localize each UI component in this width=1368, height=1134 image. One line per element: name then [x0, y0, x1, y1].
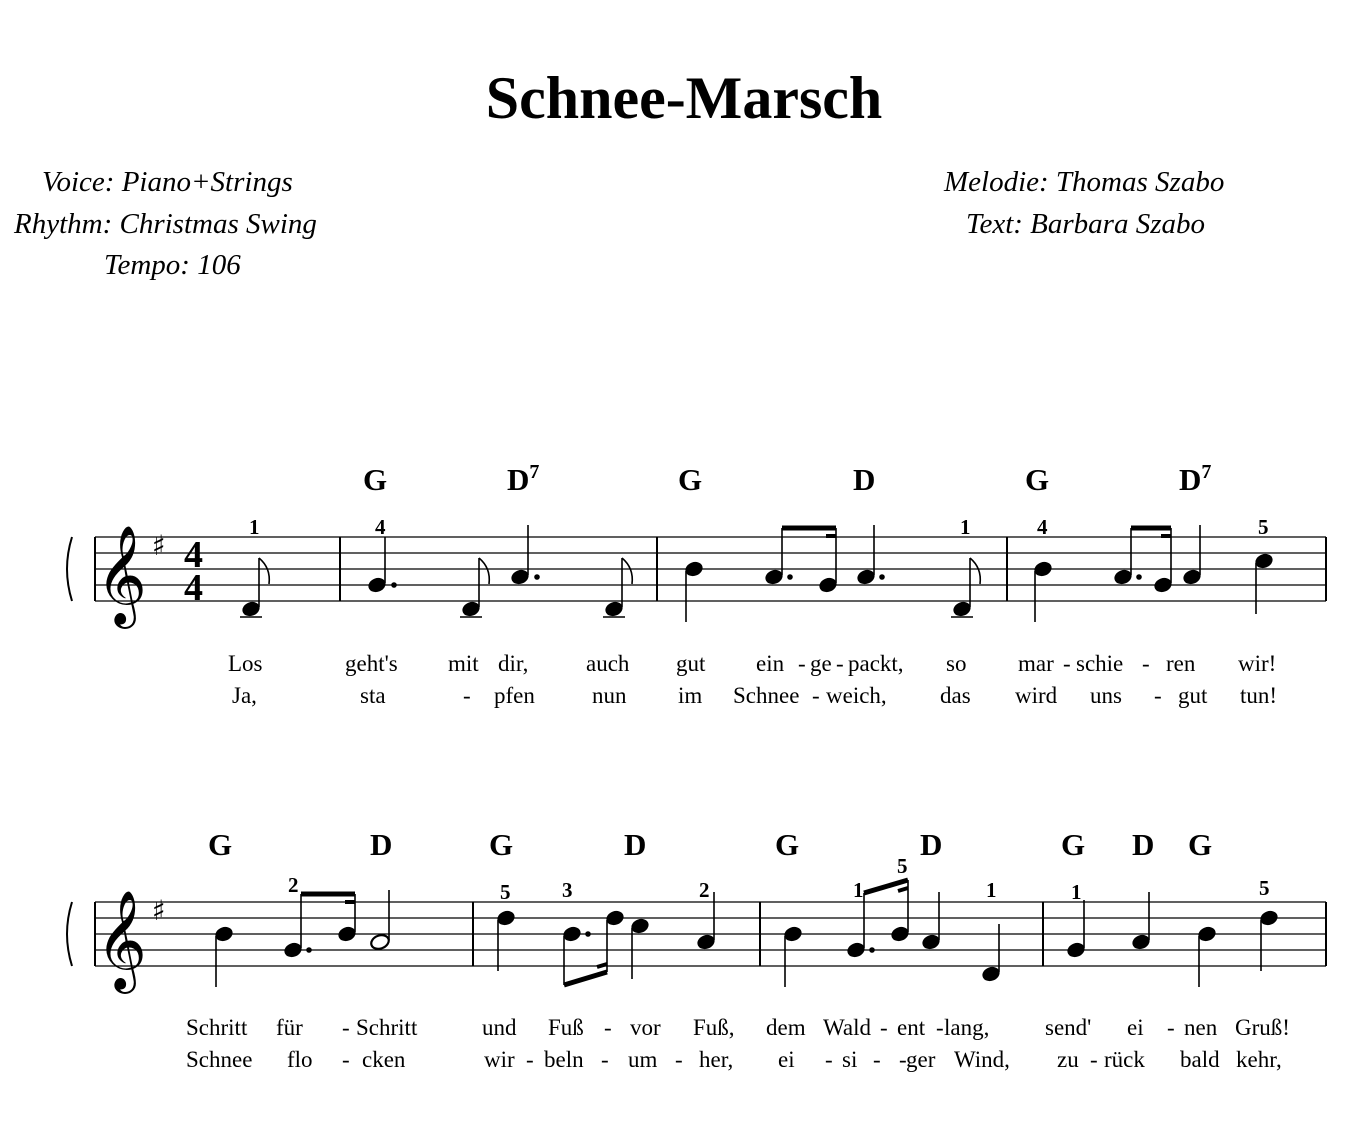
fingering-number: 2: [288, 873, 299, 897]
rhythm-info: Rhythm: Christmas Swing: [14, 208, 317, 240]
lyric-syllable: tun!: [1240, 683, 1278, 708]
lyric-syllable: nen: [1184, 1015, 1218, 1040]
lyric-hyphen: -: [1090, 1047, 1098, 1072]
fingering-number: 1: [1071, 880, 1082, 904]
fingering-number: 1: [853, 878, 864, 902]
lyric-syllable: schie: [1076, 651, 1124, 676]
lyric-syllable: beln: [544, 1047, 584, 1072]
lyric-syllable: Gruß!: [1235, 1015, 1290, 1040]
lyric-syllable: bald: [1180, 1047, 1220, 1072]
tempo-info: Tempo: 106: [104, 249, 241, 281]
lyric-hyphen: -: [936, 1015, 944, 1040]
lyric-hyphen: -: [1167, 1015, 1175, 1040]
lyric-hyphen: -: [880, 1015, 888, 1040]
lyric-syllable: nun: [592, 683, 627, 708]
notes-system-1: [240, 525, 1274, 622]
system-brace-2: [67, 902, 72, 966]
fingering-number: 2: [699, 878, 710, 902]
lyric-syllable: wir!: [1238, 651, 1277, 676]
lyric-syllable: Ja,: [232, 683, 257, 708]
lyric-syllable: das: [940, 683, 971, 708]
lyric-syllable: zu: [1057, 1047, 1079, 1072]
treble-clef-icon: 𝄞: [96, 525, 147, 625]
lyric-syllable: Los: [228, 651, 263, 676]
lyric-hyphen: -: [342, 1015, 350, 1040]
chord-symbol: G: [678, 462, 703, 497]
lyric-syllable: ge: [810, 651, 832, 676]
time-signature-bottom: 4: [184, 567, 203, 609]
fingering-number: 4: [1037, 515, 1048, 539]
fingering-number: 1: [960, 515, 971, 539]
lyric-syllable: auch: [586, 651, 630, 676]
chord-symbol: D: [624, 827, 647, 862]
lyric-syllable: dem: [766, 1015, 806, 1040]
fingering-number: 1: [986, 878, 997, 902]
lyric-syllable: für: [276, 1015, 303, 1040]
lyric-syllable: Fuß: [548, 1015, 584, 1040]
lyric-syllable: uns: [1090, 683, 1122, 708]
lyric-syllable: so: [946, 651, 967, 676]
lyric-syllable: ent: [897, 1015, 926, 1040]
chord-symbol: G: [208, 827, 233, 862]
lyric-syllable: Schritt: [186, 1015, 248, 1040]
lyric-hyphen: -: [825, 1047, 833, 1072]
lyric-syllable: Fuß,: [693, 1015, 735, 1040]
chord-symbol: D: [920, 827, 943, 862]
lyric-syllable: send': [1045, 1015, 1092, 1040]
lyric-syllable: Schritt: [356, 1015, 418, 1040]
lyric-syllable: cken: [362, 1047, 406, 1072]
lyric-syllable: rück: [1104, 1047, 1145, 1072]
lyric-syllable: pfen: [494, 683, 535, 708]
lyric-syllable: weich,: [826, 683, 887, 708]
treble-clef-icon: 𝄞: [96, 890, 147, 990]
chord-symbol: G: [489, 827, 514, 862]
chord-symbol: D: [853, 462, 876, 497]
lyric-hyphen: -: [836, 651, 844, 676]
lyric-syllable: ren: [1166, 651, 1196, 676]
system-brace-1: [67, 537, 72, 601]
lyric-hyphen: -: [675, 1047, 683, 1072]
lyric-syllable: gut: [1178, 683, 1208, 708]
lyric-syllable: um: [628, 1047, 658, 1072]
lyric-hyphen: -: [1142, 651, 1150, 676]
lyric-syllable: si: [842, 1047, 858, 1072]
lyric-hyphen: -: [342, 1047, 350, 1072]
lyric-syllable: dir,: [498, 651, 529, 676]
lyric-syllable: ger: [906, 1047, 936, 1072]
lyric-syllable: Wald: [823, 1015, 871, 1040]
sharp-icon: ♯: [152, 529, 166, 562]
lyric-syllable: kehr,: [1236, 1047, 1282, 1072]
voice-info: Voice: Piano+Strings: [42, 166, 293, 198]
lyric-syllable: ei: [778, 1047, 795, 1072]
time-signature-top: 4: [184, 534, 203, 576]
chord-symbol: $D^7$: [1179, 461, 1212, 497]
lyric-hyphen: -: [899, 1047, 907, 1072]
lyric-hyphen: -: [1063, 651, 1071, 676]
lyric-syllable: flo: [287, 1047, 313, 1072]
lyric-hyphen: -: [873, 1047, 881, 1072]
fingering-number: 5: [1259, 876, 1270, 900]
lyric-syllable: ein: [756, 651, 785, 676]
chord-symbol: G: [1188, 827, 1213, 862]
chord-symbol: D: [1132, 827, 1155, 862]
lyric-syllable: und: [482, 1015, 517, 1040]
lyric-hyphen: -: [604, 1015, 612, 1040]
chord-symbol: G: [1025, 462, 1050, 497]
chord-symbol: D: [370, 827, 393, 862]
chord-symbol: G: [1061, 827, 1086, 862]
fingering-number: 1: [249, 515, 260, 539]
lyric-hyphen: -: [812, 683, 820, 708]
fingering-number: 3: [562, 878, 573, 902]
lyric-syllable: sta: [360, 683, 386, 708]
lyric-syllable: her,: [699, 1047, 734, 1072]
lyric-syllable: im: [678, 683, 703, 708]
lyric-syllable: ei: [1127, 1015, 1144, 1040]
lyric-hyphen: -: [798, 651, 806, 676]
lyric-syllable: gut: [676, 651, 706, 676]
lyric-syllable: geht's: [345, 651, 398, 676]
staff-2: [95, 902, 1326, 966]
song-title: Schnee-Marsch: [485, 65, 883, 131]
chord-symbol: G: [363, 462, 388, 497]
lyric-hyphen: -: [463, 683, 471, 708]
lyric-hyphen: -: [1154, 683, 1162, 708]
sharp-icon: ♯: [152, 894, 166, 927]
lyric-hyphen: -: [601, 1047, 609, 1072]
lyric-syllable: vor: [630, 1015, 661, 1040]
chord-symbol: G: [775, 827, 800, 862]
lyric-syllable: wir: [484, 1047, 515, 1072]
lyric-syllable: mit: [448, 651, 479, 676]
melody-credit: Melodie: Thomas Szabo: [944, 166, 1225, 198]
lyric-syllable: Wind,: [954, 1047, 1010, 1072]
lyric-syllable: wird: [1015, 683, 1058, 708]
staff-1: [95, 537, 1326, 601]
lyric-syllable: packt,: [848, 651, 904, 676]
fingering-number: 5: [1258, 515, 1269, 539]
fingering-number: 5: [500, 880, 511, 904]
chord-symbol: $D^7$: [507, 461, 540, 497]
fingering-number: 4: [375, 515, 386, 539]
lyric-hyphen: -: [526, 1047, 534, 1072]
lyric-syllable: lang,: [944, 1015, 990, 1040]
text-credit: Text: Barbara Szabo: [966, 208, 1205, 240]
lyric-syllable: Schnee: [733, 683, 800, 708]
lyric-syllable: Schnee: [186, 1047, 253, 1072]
fingering-number: 5: [897, 854, 908, 878]
lyric-syllable: mar: [1018, 651, 1054, 676]
